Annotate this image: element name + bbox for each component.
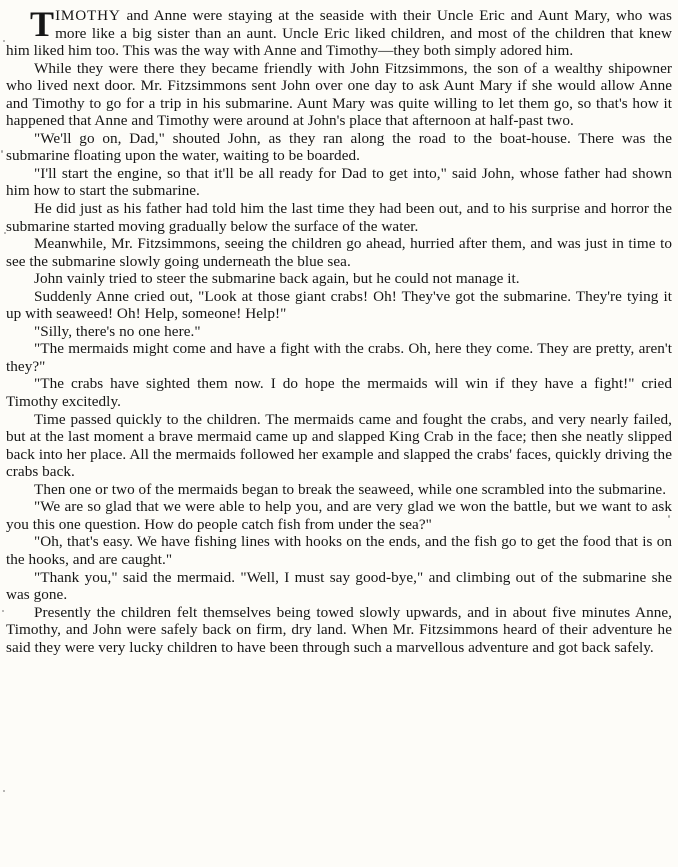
drop-cap: T [30,4,55,44]
print-speck [1,150,3,153]
story-paragraph-9: "Silly, there's no one here." [34,322,201,340]
story-paragraph-4: "I'll start the engine, so that it'll be all ready for Dad to get into," said John, whose father had shown him how to start the submarine. [6,164,672,200]
lead-word: IMOTHY [55,7,121,24]
story-paragraph-6: Meanwhile, Mr. Fitzsimmons, seeing the children go ahead, hurried after them, and was just in time to see the submarine slowly going underneath the blue sea. [6,235,672,270]
print-speck [668,515,670,518]
print-speck [2,610,4,612]
story-paragraph-14: "We are so glad that we were able to help you, and are very glad we won the battle, but we want to ask you this one question. How do people catch fish from under the sea?" [6,498,672,533]
story-paragraph-15: "Oh, that's easy. We have fishing lines with hooks on the ends, and the fish go to get the food that is on the hooks, and are caught." [6,533,672,568]
story-column [6,4,672,656]
story-paragraph-13: Then one or two of the mermaids began to break the seaweed, while one scrambled into the submarine. [34,480,667,498]
story-paragraph-12: Time passed quickly to the children. The mermaids came and fought the crabs, and very nearly failed, but at the last moment a brave mermaid came up and slapped King Crab in the face; then she neatly slipped back into her place. All the mermaids followed her example and slapped the crabs' faces, quickly driving the crabs back. [6,410,672,481]
story-paragraph-10: "The mermaids might come and have a fight with the crabs. Oh, here they come. They are pretty, aren't they?" [6,340,672,375]
story-paragraph-16: "Thank you," said the mermaid. "Well, I must say good-bye," and climbing out of the submarine she was gone. [6,568,672,604]
story-paragraph-8: Suddenly Anne cried out, "Look at those giant crabs! Oh! They've got the submarine. They're tying it up with seaweed! Oh! Help, someone! Help!" [6,287,672,323]
story-paragraph-7: John vainly tried to steer the submarine back again, but he could not manage it. [34,270,520,288]
print-speck [3,790,5,792]
print-speck [4,232,6,234]
story-paragraph-5: He did just as his father had told him the last time they had been out, and to his surprise and horror the submarine started moving gradually below the surface of the water. [6,200,672,235]
story-paragraph-17: Presently the children felt themselves being towed slowly upwards, and in about five minutes Anne, Timothy, and John were safely back on firm, dry land. When Mr. Fitzsimmons heard of their adventure he said they were very lucky children to have been through such a marvellous adventure and got back safely. [6,603,672,656]
story-paragraph-11: "The crabs have sighted them now. I do hope the mermaids will win if they have a fight!" cried Timothy excitedly. [6,375,672,411]
story-paragraph-1 [6,4,672,60]
story-paragraph-2: While they were there they became friendly with John Fitzsimmons, the son of a wealthy shipowner who lived next door. Mr. Fitzsimmons sent John over one day to ask Aunt Mary if she would allow Anne and Timothy to go for a trip in his submarine. Aunt Mary was quite willing to let them go, so that's how it happened that Anne and Timothy were around at John's place that afternoon at half-past two. [6,59,672,130]
story-paragraph-3: "We'll go on, Dad," shouted John, as they ran along the road to the boat-house. There was the submarine floating upon the water, waiting to be boarded. [6,129,672,165]
paragraph-text: and Anne were staying at the seaside with their Uncle Eric and Aunt Mary, who was more like a big sister than an aunt. Uncle Eric liked children, and most of the children that knew him liked him too. This was the way with Anne and Timothy—they both simply adored him. [6,7,672,60]
print-speck [3,40,5,42]
